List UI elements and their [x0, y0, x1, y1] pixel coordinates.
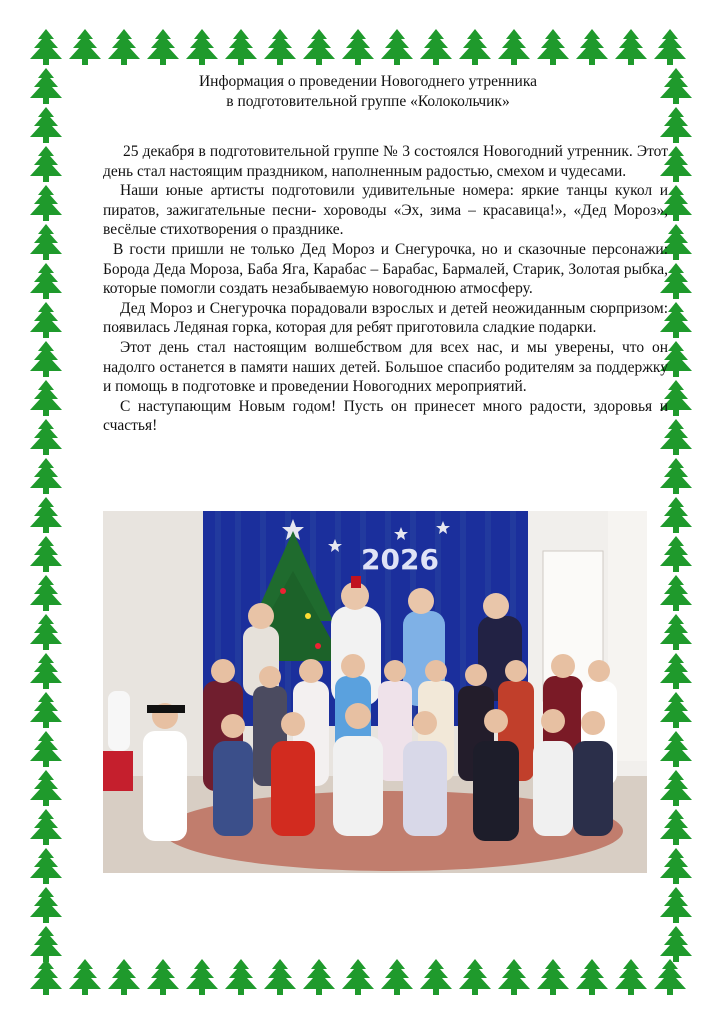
- christmas-tree-icon: [496, 28, 532, 66]
- christmas-tree-icon: [658, 496, 694, 534]
- christmas-tree-icon: [67, 958, 103, 996]
- christmas-tree-icon: [652, 28, 688, 66]
- christmas-tree-icon: [379, 958, 415, 996]
- christmas-tree-icon: [223, 28, 259, 66]
- christmas-tree-icon: [658, 574, 694, 612]
- christmas-tree-icon: [28, 262, 64, 300]
- banner-year-text: 2026: [361, 543, 439, 576]
- title-line-1: Информация о проведении Новогоднего утренника: [198, 73, 538, 90]
- christmas-tree-icon: [28, 925, 64, 963]
- christmas-tree-icon: [658, 847, 694, 885]
- article-body: [103, 142, 668, 436]
- christmas-tree-icon: [457, 958, 493, 996]
- christmas-tree-icon: [262, 28, 298, 66]
- christmas-tree-icon: [535, 28, 571, 66]
- paragraph: Дед Мороз и Снегурочка порадовали взрослых и детей неожиданным сюрпризом: появилась Ледяная горка, которая для ребят приготовила сладкие подарки.: [103, 299, 668, 337]
- christmas-tree-icon: [652, 958, 688, 996]
- christmas-tree-icon: [574, 958, 610, 996]
- christmas-tree-icon: [658, 808, 694, 846]
- christmas-tree-icon: [28, 496, 64, 534]
- christmas-tree-icon: [418, 28, 454, 66]
- christmas-tree-icon: [28, 652, 64, 690]
- christmas-tree-icon: [340, 28, 376, 66]
- christmas-tree-icon: [658, 457, 694, 495]
- christmas-tree-icon: [28, 301, 64, 339]
- christmas-tree-icon: [535, 958, 571, 996]
- christmas-tree-icon: [28, 730, 64, 768]
- christmas-tree-icon: [613, 958, 649, 996]
- christmas-tree-icon: [28, 808, 64, 846]
- christmas-tree-icon: [28, 106, 64, 144]
- christmas-tree-icon: [28, 223, 64, 261]
- christmas-tree-icon: [28, 574, 64, 612]
- christmas-tree-icon: [658, 691, 694, 729]
- christmas-tree-icon: [658, 886, 694, 924]
- christmas-tree-icon: [28, 613, 64, 651]
- christmas-tree-icon: [28, 535, 64, 573]
- christmas-tree-icon: [28, 769, 64, 807]
- paragraph: Этот день стал настоящим волшебством для всех нас, и мы уверены, что он надолго останется в памяти наших детей. Большое спасибо родителям за поддержку и помощь в подготовке и проведении Новогодних мероприятий.: [103, 338, 668, 396]
- christmas-tree-icon: [184, 958, 220, 996]
- christmas-tree-icon: [658, 106, 694, 144]
- christmas-tree-icon: [28, 457, 64, 495]
- christmas-tree-icon: [658, 730, 694, 768]
- christmas-tree-icon: [301, 958, 337, 996]
- christmas-tree-icon: [613, 28, 649, 66]
- christmas-tree-icon: [28, 184, 64, 222]
- christmas-tree-icon: [457, 28, 493, 66]
- christmas-tree-icon: [574, 28, 610, 66]
- christmas-tree-icon: [658, 652, 694, 690]
- christmas-tree-icon: [658, 67, 694, 105]
- christmas-tree-icon: [145, 28, 181, 66]
- christmas-tree-icon: [418, 958, 454, 996]
- christmas-tree-icon: [28, 958, 64, 996]
- christmas-tree-icon: [28, 418, 64, 456]
- christmas-tree-icon: [184, 28, 220, 66]
- christmas-tree-icon: [106, 958, 142, 996]
- group-photo: [103, 511, 647, 873]
- christmas-tree-icon: [106, 28, 142, 66]
- christmas-tree-icon: [67, 28, 103, 66]
- document-title: [120, 72, 616, 112]
- title-line-2: в подготовительной группе «Колокольчик»: [226, 93, 510, 110]
- christmas-tree-icon: [28, 379, 64, 417]
- christmas-tree-icon: [658, 535, 694, 573]
- paragraph: С наступающим Новым годом! Пусть он принесет много радости, здоровья и счастья!: [103, 397, 668, 435]
- christmas-tree-icon: [28, 340, 64, 378]
- christmas-tree-icon: [658, 613, 694, 651]
- christmas-tree-icon: [496, 958, 532, 996]
- group-photo-illustration: [103, 511, 647, 873]
- christmas-tree-icon: [223, 958, 259, 996]
- christmas-tree-icon: [145, 958, 181, 996]
- christmas-tree-icon: [262, 958, 298, 996]
- christmas-tree-icon: [658, 769, 694, 807]
- christmas-tree-icon: [658, 925, 694, 963]
- christmas-tree-icon: [28, 145, 64, 183]
- christmas-tree-icon: [340, 958, 376, 996]
- christmas-tree-icon: [301, 28, 337, 66]
- paragraph: 25 декабря в подготовительной группе № 3 состоялся Новогодний утренник. Этот день стал настоящим праздником, наполненным радостью, смехом и чудесами.: [103, 143, 668, 180]
- christmas-tree-icon: [379, 28, 415, 66]
- christmas-tree-icon: [28, 67, 64, 105]
- christmas-tree-icon: [28, 28, 64, 66]
- paragraph: В гости пришли не только Дед Мороз и Снегурочка, но и сказочные персонажи: Борода Деда Мороза, Баба Яга, Карабас – Барабас, Бармалей, Старик, Золотая рыбка, которые помогли создать незабываемую новогоднюю атмосферу.: [103, 240, 668, 298]
- christmas-tree-icon: [28, 691, 64, 729]
- paragraph: Наши юные артисты подготовили удивительные номера: яркие танцы кукол и пиратов, зажигательные песни- хороводы «Эх, зима – красавица!», «Дед Мороз», весёлые стихотворения о празднике.: [103, 182, 668, 239]
- christmas-tree-icon: [28, 847, 64, 885]
- christmas-tree-icon: [28, 886, 64, 924]
